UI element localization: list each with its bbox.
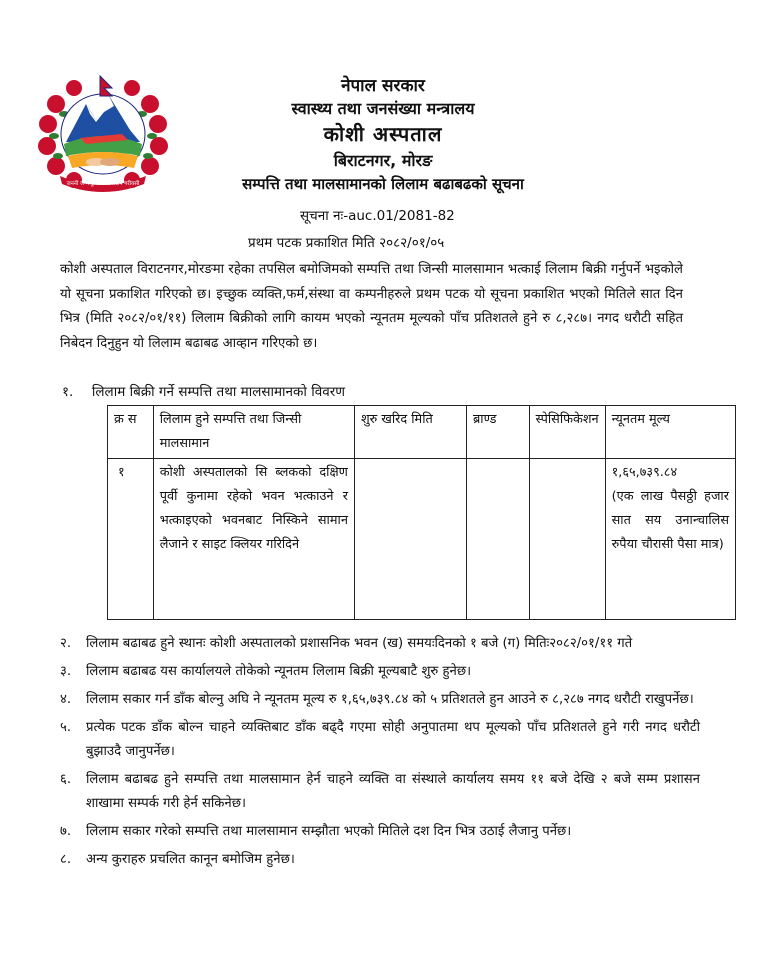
col-header-min-price: न्यूनतम मूल्य <box>605 406 735 459</box>
emblem-motto: जननी जन्मभूमिश्च स्वर्गादपि गरीयसी <box>66 181 140 187</box>
header-location: बिराटनगर, मोरङ <box>333 151 433 170</box>
list-item <box>60 820 700 844</box>
header-hospital: कोशी अस्पताल <box>323 122 443 146</box>
table-row <box>108 459 736 620</box>
cell-sn: १ <box>108 459 154 620</box>
table-header-row <box>108 406 736 459</box>
notice-points <box>60 632 700 876</box>
point-text: लिलाम बढाबढ यस कार्यालयले तोकेको न्यूनतम लिलाम बिक्री मूल्यबाटै शुरु हुनेछ। <box>86 664 472 679</box>
notice-title: सम्पत्ति तथा मालसामानको लिलाम बढाबढको सूचना <box>242 175 524 193</box>
point-text: प्रत्येक पटक डाँक बोल्न चाहने व्यक्तिबाट डाँक बढ्दै गएमा सोही अनुपातमा थप मूल्यको पाँच प्रतिशतले हुने गरी नगद धरौटी बुझाउदै जानुपर्नेछ। <box>86 720 700 759</box>
cell-brand <box>466 459 529 620</box>
publication-date: प्रथम पटक प्रकाशित मिति २०८२/०१/०५ <box>248 235 445 251</box>
point-number: ६. <box>60 772 72 787</box>
cell-min-price <box>605 459 735 620</box>
header-ministry: स्वास्थ्य तथा जनसंख्या मन्त्रालय <box>291 99 475 118</box>
notice-number: सूचना नः-auc.01/2081-82 <box>300 208 455 224</box>
point-number: ८. <box>60 852 72 867</box>
point-number: ३. <box>60 664 72 679</box>
items-table <box>107 405 736 620</box>
col-header-item: लिलाम हुने सम्पत्ति तथा जिन्सी मालसामान <box>153 406 354 459</box>
point-number: ५. <box>60 720 72 735</box>
section-1-number: १. <box>62 384 74 400</box>
col-header-spec: स्पेसिफिकेशन <box>529 406 605 459</box>
list-item <box>60 848 700 872</box>
point-text: अन्य कुराहरु प्रचलित कानून बमोजिम हुनेछ। <box>86 852 295 867</box>
section-1-heading <box>62 382 345 400</box>
list-item <box>60 688 700 712</box>
cell-purchase-date <box>354 459 466 620</box>
list-item <box>60 716 700 764</box>
point-text: लिलाम बढाबढ हुने स्थानः कोशी अस्पतालको प्रशासनिक भवन (ख) समयःदिनको १ बजे (ग) मितिः२०८२/०१/११ गते <box>86 636 633 651</box>
cell-item-desc: कोशी अस्पतालको सि ब्लकको दक्षिण पूर्वी कुनामा रहेको भवन भत्काउने र भत्काइएको भवनबाट निस्किने सामान लैजाने र साइट क्लियर गरिदिने <box>153 459 354 620</box>
list-item <box>60 660 700 684</box>
col-header-sn: क्र स <box>108 406 154 459</box>
price-figure: १,६५,७३९.८४ <box>611 465 678 480</box>
point-text: लिलाम सकार गरेको सम्पत्ति तथा मालसामान सम्झौता भएको मितिले दश दिन भित्र उठाई लैजानु पर्नेछ। <box>86 824 572 839</box>
header-government: नेपाल सरकार <box>341 76 425 96</box>
list-item <box>60 632 700 656</box>
cell-spec <box>529 459 605 620</box>
point-number: २. <box>60 636 72 651</box>
col-header-brand: ब्राण्ड <box>466 406 529 459</box>
price-in-words: (एक लाख पैसठ्ठी हजार सात सय उनान्चालिस रुपैया चौरासी पैसा मात्र) <box>611 489 729 552</box>
point-text: लिलाम बढाबढ हुने सम्पत्ति तथा मालसामान हेर्न चाहने व्यक्ति वा संस्थाले कार्यालय समय ११ बजे देखि २ बजे सम्म प्रशासन शाखामा सम्पर्क गरी हेर्न सकिनेछ। <box>86 772 700 811</box>
list-item <box>60 768 700 816</box>
point-number: ४. <box>60 692 72 707</box>
col-header-purchase-date: शुरु खरिद मिति <box>354 406 466 459</box>
point-text: लिलाम सकार गर्न डाँक बोल्नु अघि ने न्यूनतम मूल्य रु १,६५,७३९.८४ को ५ प्रतिशतले हुन आउने रु ८,२८७ नगद धरौटी राखुपर्नेछ। <box>86 692 694 707</box>
intro-paragraph: कोशी अस्पताल विराटनगर,मोरङमा रहेका तपसिल बमोजिमको सम्पत्ति तथा जिन्सी मालसामान भत्काई लिलाम बिक्री गर्नुपर्ने भइकोले यो सूचना प्रकाशित गरिएको छ। इच्छुक व्यक्ति,फर्म,संस्था वा कम्पनीहरुले प्रथम पटक यो सूचना प्रकाशित भएको मितिले सात दिन भित्र (मिति २०८२/०१/११) लिलाम बिक्रीको लागि कायम भएको न्यूनतम मूल्यको पाँच प्रतिशतले हुने रु ८,२८७। नगद धरौटी सहित निबेदन दिनुहुन यो लिलाम बढाबढ आव्हान गरिएको छ। <box>60 262 684 351</box>
section-1-title: लिलाम बिक्री गर्ने सम्पत्ति तथा मालसामानको विवरण <box>91 384 345 400</box>
point-number: ७. <box>60 824 72 839</box>
